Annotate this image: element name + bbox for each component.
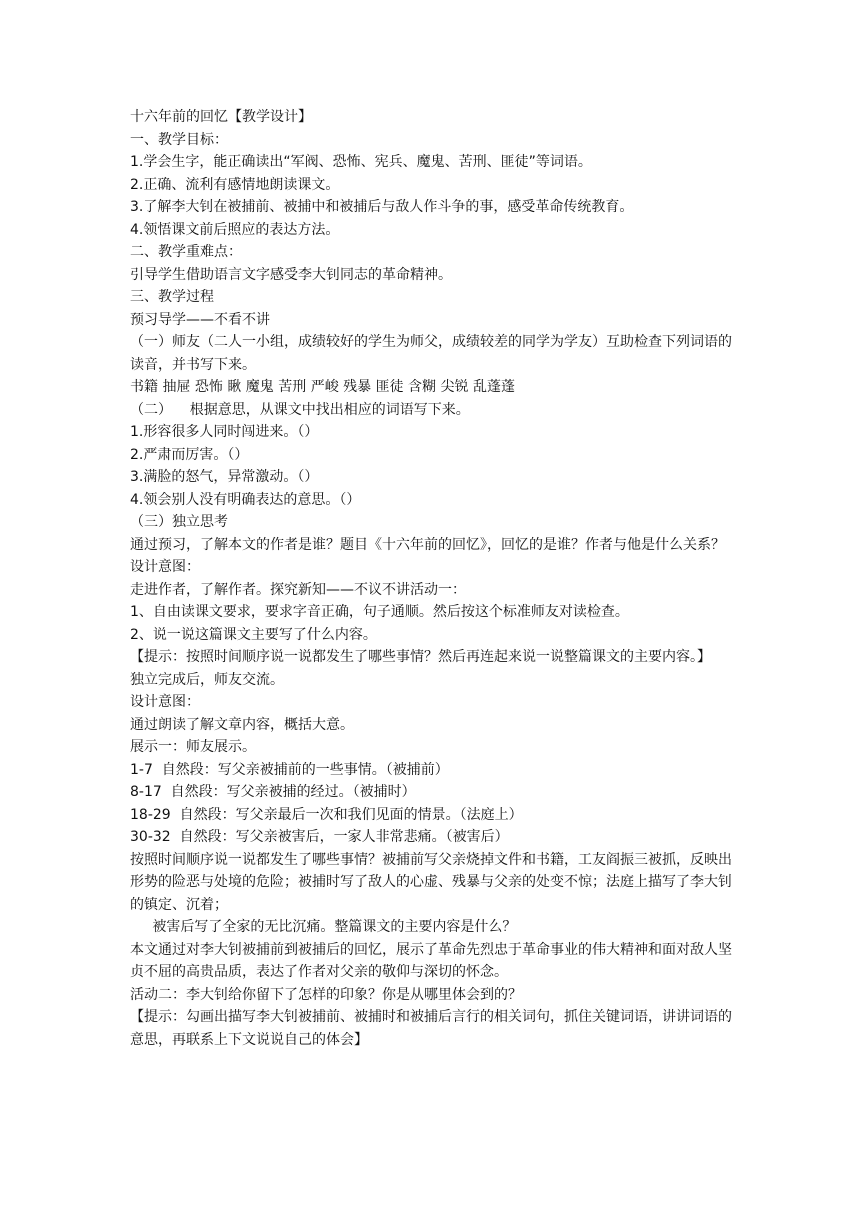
hint-paragraph: 【提示：按照时间顺序说一说都发生了哪些事情？然后再连起来说一说整篇课文的主要内容。】 (130, 649, 711, 665)
paragraph-author-question: 通过预习，了解本文的作者是谁？题目《十六年前的回忆》，回忆的是谁？作者与他是什么关系？ (130, 536, 725, 553)
exercise-1: 1.形容很多人同时闯进来。（） (130, 424, 319, 440)
exercise-2: 2.严肃而厉害。（） (130, 446, 249, 463)
document-body (130, 106, 740, 1051)
objective-3: 3.了解李大钊在被捕前、被捕中和被捕后与敌人作斗争的事，感受革命传统教育。 (130, 199, 634, 215)
paragraph-section-4: 30-32 自然段：写父亲被害后，一家人非常悲痛。（被害后） (130, 829, 509, 845)
paragraph-activity-one: 走进作者，了解作者。探究新知——不议不讲活动一： (130, 581, 466, 598)
activity-step-2: 2、说一说这篇课文主要写了什么内容。 (130, 626, 377, 643)
section-heading-objectives: 一、教学目标： (130, 131, 228, 148)
exercise-4: 4.领会别人没有明确表达的意思。（） (130, 491, 361, 508)
paragraph-section-2: 8-17 自然段：写父亲被捕的经过。（被捕时） (130, 784, 416, 800)
key-points-text: 引导学生借助语言文字感受李大钊同志的革命精神。 (130, 266, 452, 283)
paragraph-timeline-summary: 按照时间顺序说一说都发生了哪些事情？被捕前写父亲烧掉文件和书籍，工友阎振三被抓，反映出形势的险恶与处境的危险；被捕时写了敌人的心虚、残暴与父亲的处变不惊；法庭上描写了李大钊的镇定、沉着； (130, 851, 732, 913)
paragraph-section-3: 18-29 自然段：写父亲最后一次和我们见面的情景。（法庭上） (130, 806, 523, 823)
section-heading-key-points: 二、教学重难点： (130, 244, 242, 260)
paragraph-after-death: 被害后写了全家的无比沉痛。整篇课文的主要内容是什么？ (152, 919, 517, 935)
paragraph-find-words: （二） 根据意思，从课文中找出相应的词语写下来。 (130, 401, 470, 418)
paragraph-section-1: 1-7 自然段：写父亲被捕前的一些事情。（被捕前） (130, 761, 449, 778)
independent-thinking-heading: （三）独立思考 (130, 514, 228, 530)
activity-two-heading: 活动二：李大钊给你留下了怎样的印象？你是从哪里体会到的？ (130, 986, 522, 1003)
paragraph-partner-exchange: 独立完成后，师友交流。 (130, 671, 284, 688)
vocabulary-list: 书籍 抽屉 恐怖 瞅 魔鬼 苦刑 严峻 残暴 匪徒 含糊 尖锐 乱蓬蓬 (130, 379, 515, 395)
design-intent-label: 设计意图： (130, 694, 200, 710)
exercise-3: 3.满脸的怒气，异常激动。（） (130, 469, 319, 485)
activity-step-1: 1、自由读课文要求，要求字音正确，句子通顺。然后按这个标准师友对读检查。 (130, 604, 629, 620)
preview-guide-heading: 预习导学——不看不讲 (130, 311, 270, 328)
paragraph-partner-check: （一）师友（二人一小组，成绩较好的学生为师父，成绩较差的同学为学友）互助检查下列词语的读音，并书写下来。 (130, 334, 732, 373)
showcase-one-heading: 展示一：师友展示。 (130, 739, 256, 755)
document-title: 十六年前的回忆【教学设计】 (130, 109, 312, 125)
paragraph-summary-intent: 通过朗读了解文章内容，概括大意。 (130, 716, 354, 733)
section-heading-process: 三、教学过程 (130, 289, 214, 305)
design-intent-label: 设计意图： (130, 559, 200, 575)
paragraph-main-idea: 本文通过对李大钊被捕前到被捕后的回忆，展示了革命先烈忠于革命事业的伟大精神和面对敌人坚贞不屈的高贵品质，表达了作者对父亲的敬仰与深切的怀念。 (130, 941, 732, 980)
hint-paragraph: 【提示：勾画出描写李大钊被捕前、被捕时和被捕后言行的相关词句，抓住关键词语，讲讲词语的意思，再联系上下文说说自己的体会】 (130, 1009, 732, 1048)
objective-4: 4.领悟课文前后照应的表达方法。 (130, 221, 340, 238)
objective-2: 2.正确、流利有感情地朗读课文。 (130, 176, 340, 193)
objective-1: 1.学会生字，能正确读出“军阀、恐怖、宪兵、魔鬼、苦刑、匪徒”等词语。 (130, 154, 592, 170)
